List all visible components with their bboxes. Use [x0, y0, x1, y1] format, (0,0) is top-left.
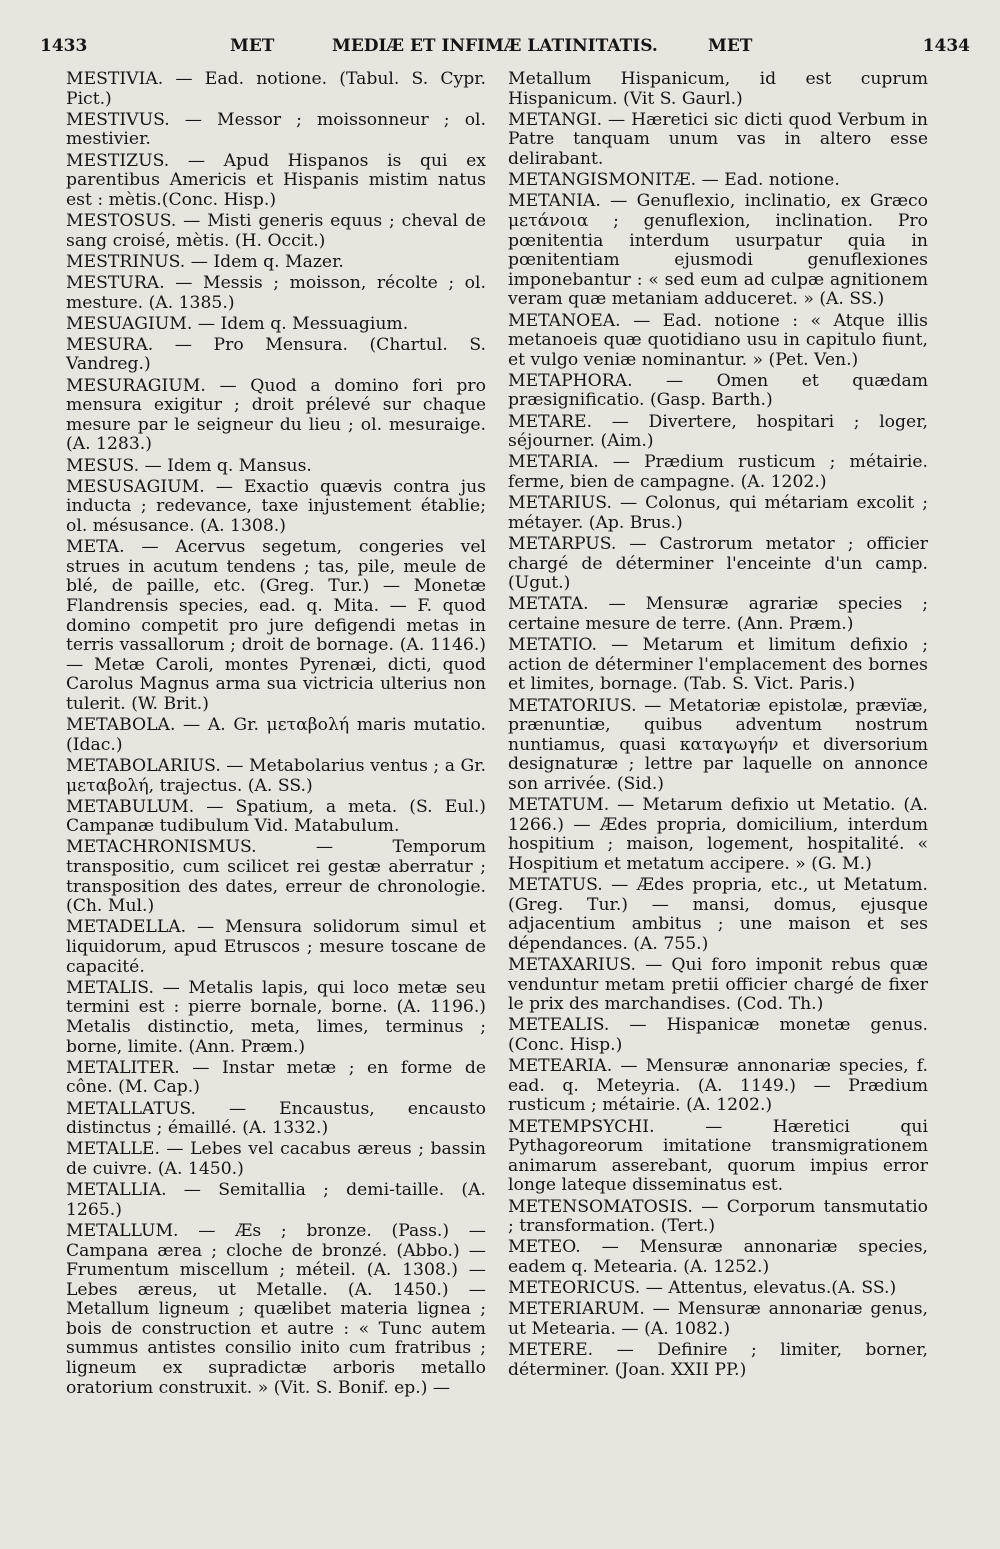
dictionary-entry	[508, 372, 928, 411]
entry-headword: METALLE.	[66, 1139, 160, 1160]
entry-headword: METANOEA.	[508, 310, 621, 331]
dictionary-entry	[66, 1100, 486, 1139]
entry-headword: METEALIS.	[508, 1015, 610, 1036]
entry-headword: MESTOSUS.	[66, 210, 177, 231]
dictionary-entry	[66, 538, 486, 714]
entry-headword: METEMPSYCHI.	[508, 1116, 655, 1137]
entry-headword: METATUS.	[508, 875, 603, 896]
entry-definition: — Idem q. Mazer.	[185, 251, 344, 272]
entry-headword: MESURAGIUM.	[66, 375, 206, 396]
entry-headword: METARE.	[508, 411, 593, 432]
dictionary-entry	[508, 1016, 928, 1055]
entry-headword: METABOLA.	[66, 715, 176, 736]
dictionary-entry	[66, 253, 486, 273]
entry-definition: — Attentus, elevatus.(A. SS.)	[640, 1278, 897, 1299]
entry-definition: — Prædium rusticum ; métairie. ferme, bien de campagne. (A. 1202.)	[508, 452, 928, 493]
entry-headword: MESTRINUS.	[66, 251, 186, 272]
entry-headword: METABULUM.	[66, 796, 195, 817]
entry-definition: — Metarum defixio ut Metatio. (A. 1266.) — Ædes propria, domicilium, interdum hospitium ; maison, logement, hospitalité. « Hospitium et metatum accipere. » (G. M.)	[508, 795, 928, 874]
entry-headword: METADELLA.	[66, 917, 187, 938]
entry-definition: — Ædes propria, etc., ut Metatum. (Greg. Tur.) — mansi, domus, ejusque adjacentium ambitus ; une maison et ses dépendances. (A. 755.)	[508, 875, 928, 954]
entry-headword: METACHRONISMUS.	[66, 837, 257, 858]
entry-headword: METALITER.	[66, 1057, 180, 1078]
entry-definition: — Encaustus, encausto distinctus ; émaillé. (A. 1332.)	[66, 1098, 486, 1139]
entry-definition: — Mensuræ annonariæ genus, ut Metearia. — (A. 1082.)	[508, 1299, 928, 1339]
entry-headword: METANGISMONITÆ.	[508, 170, 697, 191]
entry-definition: — Idem q. Mansus.	[139, 455, 312, 476]
right-guide-word: MET	[708, 36, 753, 56]
dictionary-entry	[508, 111, 928, 170]
dictionary-entry	[508, 1118, 928, 1196]
entry-definition: — Qui foro imponit rebus quæ venduntur metam pretii officier chargé de fixer le prix des marchandises. (Cod. Th.)	[508, 955, 928, 1015]
entry-headword: METEARIA.	[508, 1056, 613, 1077]
entry-definition: — Hæretici sic dicti quod Verbum in Patre tanquam unum vas in altero esse delirabant.	[508, 109, 928, 169]
dictionary-entry	[508, 1198, 928, 1237]
entry-definition: — Idem q. Messuagium.	[192, 313, 409, 334]
left-guide-word: MET	[230, 36, 275, 56]
entry-headword: METABOLARIUS.	[66, 755, 221, 776]
dictionary-entry	[508, 876, 928, 954]
dictionary-entry	[66, 918, 486, 977]
dictionary-entry	[66, 1181, 486, 1220]
entry-definition: — Mensura solidorum simul et liquidorum, apud Etruscos ; mesure toscane de capacité.	[66, 917, 486, 977]
dictionary-entry	[508, 956, 928, 1015]
entry-headword: METALIS.	[66, 977, 154, 998]
entry-headword: METATUM.	[508, 795, 610, 816]
entry-definition: — Lebes vel cacabus æreus ; bassin de cuivre. (A. 1450.)	[66, 1139, 486, 1179]
entry-headword: METARIUS.	[508, 493, 612, 514]
entry-headword: MESUS.	[66, 455, 140, 476]
entry-headword: METENSOMATOSIS.	[508, 1196, 693, 1217]
left-page-number: 1433	[40, 36, 88, 56]
entry-definition: — Exactio quævis contra jus inducta ; redevance, taxe injustement établie; ol. mésusance. (A. 1308.)	[66, 476, 486, 536]
dictionary-entry	[508, 1238, 928, 1277]
dictionary-entry	[508, 1341, 928, 1380]
running-title: MEDIÆ ET INFIMÆ LATINITATIS.	[332, 36, 658, 56]
dictionary-entry	[508, 1279, 928, 1299]
entry-definition: — Æs ; bronze. (Pass.) — Campana ærea ; cloche de bronzé. (Abbo.) — Frumentum miscellum ; méteil. (A. 1308.) — Lebes æreus, ut Metalle. (A. 1450.) — Metallum ligneum ; quælibet materia lignea ; bois de construction et autre : « Tunc autem summus antistes consilio inito cum fratribus ; ligneum ex supradictæ arboris metallo oratorium construxit. » (Vit. S. Bonif. ep.) —	[66, 1220, 486, 1398]
dictionary-entry	[66, 457, 486, 477]
dictionary-entry	[508, 595, 928, 634]
dictionary-entry	[508, 535, 928, 594]
entry-definition: — Omen et quædam præsignificatio. (Gasp. Barth.)	[508, 370, 928, 411]
entry-definition: — Mensuræ annonariæ species, f. ead. q. Meteyria. (A. 1149.) — Prædium rusticum ; métairie. (A. 1202.)	[508, 1056, 928, 1116]
entry-definition: — Metarum et limitum defixio ; action de déterminer l'emplacement des bornes et limites, bornage. (Tab. S. Vict. Paris.)	[508, 635, 928, 695]
dictionary-entry	[66, 1140, 486, 1179]
dictionary-entry	[66, 838, 486, 916]
entry-definition: — Apud Hispanos is qui ex parentibus Americis et Hispanis mistim natus est : mètis.(Conc. Hisp.)	[66, 150, 486, 210]
entry-definition: — Metatoriæ epistolæ, prævïæ, prænuntiæ, quibus adventum nostrum nuntiamus, quasi καταγωγήν et diversorium designaturæ ; lettre par laquelle on annonce son arrivée. (Sid.)	[508, 695, 928, 794]
entry-definition: — Castrorum metator ; officier chargé de déterminer l'enceinte d'un camp. (Ugut.)	[508, 534, 928, 594]
entry-definition: — Instar metæ ; en forme de cône. (M. Cap.)	[66, 1057, 486, 1098]
entry-definition: — Metabolarius ventus ; a Gr. μεταβολή, trajectus. (A. SS.)	[66, 755, 486, 796]
dictionary-entry	[508, 453, 928, 492]
dictionary-entry	[508, 796, 928, 874]
dictionary-entry	[66, 716, 486, 755]
entry-headword: METARPUS.	[508, 534, 617, 554]
entry-headword: METANIA.	[508, 191, 601, 212]
entry-definition: — Ead. notione.	[696, 170, 840, 191]
entry-headword: METAXARIUS.	[508, 955, 636, 976]
entry-definition: — Messor ; moissonneur ; ol. mestivier.	[66, 109, 486, 150]
entry-headword: METANGI.	[508, 109, 603, 130]
entry-definition: — Definire ; limiter, borner, déterminer. (Joan. XXII PP.)	[508, 1340, 928, 1380]
entry-headword: MESURA.	[66, 334, 154, 355]
entry-definition: — Pro Mensura. (Chartul. S. Vandreg.)	[66, 334, 486, 375]
entry-headword: METALLUM.	[66, 1220, 179, 1241]
entry-headword: METERIARUM.	[508, 1299, 645, 1320]
entry-headword: METEO.	[508, 1237, 581, 1258]
dictionary-entry	[66, 377, 486, 455]
entry-definition: — Quod a domino fori pro mensura exigitur ; droit prélevé sur chaque mesure par le seigneur du lieu ; ol. mesuraige. (A. 1283.)	[66, 375, 486, 455]
dictionary-entry	[508, 171, 928, 191]
entry-headword: MESUSAGIUM.	[66, 476, 205, 497]
dictionary-entry	[66, 1059, 486, 1098]
entry-definition: — Ead. notione : « Atque illis metanoeis quæ quotidiano usu in capitulo fiunt, et vulgo veniæ nominantur. » (Pet. Ven.)	[508, 310, 928, 370]
entry-definition: — Ead. notione. (Tabul. S. Cypr. Pict.)	[66, 69, 486, 109]
entry-headword: METAPHORA.	[508, 370, 633, 391]
dictionary-entry	[508, 494, 928, 533]
entry-headword: METARIA.	[508, 452, 599, 473]
entry-headword: METEORICUS.	[508, 1278, 641, 1299]
dictionary-entry	[66, 798, 486, 837]
entry-headword: METERE.	[508, 1340, 594, 1361]
entry-definition: — Semitallia ; demi-taille. (A. 1265.)	[66, 1180, 486, 1220]
dictionary-entry	[66, 979, 486, 1057]
dictionary-entry	[66, 152, 486, 211]
dictionary-entry	[508, 70, 928, 109]
page-header	[40, 36, 970, 66]
dictionary-entry	[508, 1057, 928, 1116]
right-page-number: 1434	[922, 36, 970, 56]
dictionary-entry	[66, 212, 486, 251]
dictionary-entry	[66, 478, 486, 537]
entry-definition: — Mensuræ annonariæ species, eadem q. Metearia. (A. 1252.)	[508, 1237, 928, 1277]
entry-definition: — Divertere, hospitari ; loger, séjourner. (Aim.)	[508, 411, 928, 452]
entry-definition: — Spatium, a meta. (S. Eul.) Campanæ tudibulum Vid. Matabulum.	[66, 796, 486, 837]
dictionary-entry	[508, 192, 928, 310]
entry-headword: MESTIVUS.	[66, 109, 170, 130]
dictionary-entry	[66, 315, 486, 335]
entry-headword: MESTIZUS.	[66, 150, 170, 171]
entry-headword: MESUAGIUM.	[66, 313, 193, 334]
entry-headword: METATORIUS.	[508, 695, 637, 716]
dictionary-entry	[508, 312, 928, 371]
right-column	[508, 70, 928, 1382]
left-column	[66, 70, 486, 1400]
dictionary-entry	[66, 1222, 486, 1398]
entry-definition: — Temporum transpositio, cum scilicet rei gestæ aberratur ; transposition des dates, erreur de chronologie. (Ch. Mul.)	[66, 837, 486, 917]
dictionary-entry	[66, 70, 486, 109]
entry-definition: — Genuflexio, inclinatio, ex Græco μετάνοια ; genuflexion, inclination. Pro pœnitentia interdum usurpatur quia in pœnitentiam ejusmodi genuflexiones imponebantur : « sed eum ad culpæ agnitionem veram quæ metaniam adduceret. » (A. SS.)	[508, 191, 928, 310]
entry-headword: METATIO.	[508, 635, 597, 656]
dictionary-entry	[508, 697, 928, 795]
entry-definition: — Hispanicæ monetæ genus. (Conc. Hisp.)	[508, 1015, 928, 1055]
dictionary-entry	[66, 111, 486, 150]
dictionary-entry	[66, 336, 486, 375]
entry-definition: — Hæretici qui Pythagoreorum imitatione transmigrationem animarum asserebant, quorum impius error longe lateque disseminatus est.	[508, 1116, 928, 1196]
entry-definition: — Misti generis equus ; cheval de sang croisé, mètis. (H. Occit.)	[66, 210, 486, 251]
entry-headword: METALLIA.	[66, 1180, 167, 1201]
dictionary-entry	[66, 274, 486, 313]
entry-definition: — Acervus segetum, congeries vel strues in acutum tendens ; tas, pile, meule de blé, de paille, etc. (Greg. Tur.) — Monetæ Flandrensis species, ead. q. Mita. — F. quod domino competit pro jure defigendi metas in terris vassallorum ; droit de bornage. (A. 1146.) — Metæ Caroli, montes Pyrenæi, dicti, quod Carolus Magnus arma sua victricia ulterius non tulerit. (W. Brit.)	[66, 537, 486, 714]
dictionary-entry	[508, 636, 928, 695]
dictionary-entry	[66, 757, 486, 796]
dictionary-entry	[508, 413, 928, 452]
entry-definition: — Corporum tansmutatio ; transformation. (Tert.)	[508, 1196, 928, 1237]
entry-headword: MESTURA.	[66, 272, 165, 293]
entry-definition: — Messis ; moisson, récolte ; ol. mesture. (A. 1385.)	[66, 272, 486, 313]
dictionary-entry	[508, 1300, 928, 1339]
entry-headword: MESTIVIA.	[66, 69, 164, 89]
entry-definition: — Mensuræ agrariæ species ; certaine mesure de terre. (Ann. Præm.)	[508, 594, 928, 634]
entry-definition: — A. Gr. μεταβολή maris mutatio. (Idac.)	[66, 715, 486, 755]
entry-headword: METALLATUS.	[66, 1098, 196, 1119]
entry-headword: META.	[66, 537, 125, 558]
entry-definition: Metallum Hispanicum, id est cuprum Hispanicum. (Vit S. Gaurl.)	[508, 69, 928, 109]
entry-headword: METATA.	[508, 594, 589, 615]
entry-definition: — Metalis lapis, qui loco metæ seu termini est : pierre bornale, borne. (A. 1196.) Metalis distinctio, meta, limes, terminus ; borne, limite. (Ann. Præm.)	[66, 977, 486, 1057]
entry-definition: — Colonus, qui métariam excolit ; métayer. (Ap. Brus.)	[508, 493, 928, 533]
